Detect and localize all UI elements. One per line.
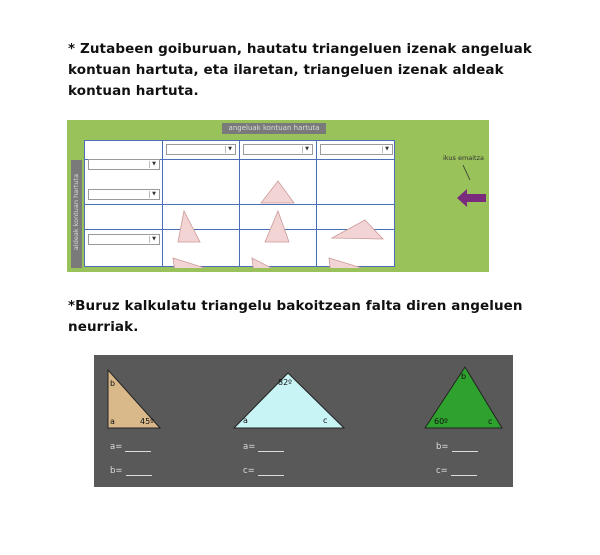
- column-header-label: angeluak kontuan hartuta: [222, 123, 326, 134]
- row-header-label: [71, 160, 82, 268]
- chevron-down-icon: ▼: [225, 146, 234, 153]
- answer-blank[interactable]: [451, 468, 477, 476]
- instruction-1: * Zutabeen goiburuan, hautatu triangeluen izenak angeluak kontuan hartuta, eta ilaretan, triangeluen izenak aldeak kontuan hartuta.: [68, 41, 532, 99]
- answer-blank[interactable]: [126, 468, 152, 476]
- chevron-down-icon: ▼: [382, 146, 391, 153]
- tri1-vertex-a: a: [110, 417, 115, 426]
- tri1-angle: 45º: [140, 417, 154, 426]
- chevron-down-icon: ▼: [149, 236, 158, 243]
- answer-row: [243, 466, 284, 476]
- tri2-angle: 82º: [278, 378, 292, 387]
- answer-blank[interactable]: [452, 444, 478, 452]
- answer-blank[interactable]: [258, 468, 284, 476]
- answer-label: b=: [436, 442, 449, 452]
- answer-label: a=: [243, 442, 256, 452]
- instruction-2: *Buruz kalkulatu triangelu bakoitzean falta diren angeluen neurriak.: [68, 298, 523, 335]
- answer-row: [110, 466, 152, 476]
- answer-label: a=: [110, 442, 123, 452]
- triangle-equilateral: [85, 141, 396, 268]
- answer-row: [110, 442, 151, 452]
- classification-grid: [84, 140, 395, 267]
- answer-blank[interactable]: [258, 444, 284, 452]
- answer-label: b=: [110, 466, 123, 476]
- answer-row: [243, 442, 284, 452]
- answer-blank[interactable]: [125, 444, 151, 452]
- triangle-classification-applet: [67, 120, 489, 272]
- show-result-hint: ikus emaitza: [443, 154, 485, 162]
- tri2-vertex-a: a: [243, 416, 248, 425]
- tri2-vertex-c: c: [323, 416, 328, 425]
- answer-row: [436, 466, 477, 476]
- answer-label: c=: [436, 466, 448, 476]
- row-header-text: aldeak kontuan hartuta: [72, 173, 80, 251]
- hint-pointer-icon: [462, 164, 482, 184]
- chevron-down-icon: ▼: [149, 191, 158, 198]
- tri1-vertex-b: b: [110, 379, 116, 388]
- tri3-angle: 60º: [434, 417, 448, 426]
- angle-exercise-panel: [94, 355, 513, 487]
- chevron-down-icon: ▼: [302, 146, 311, 153]
- answer-row: [436, 442, 478, 452]
- tri3-vertex-b: b: [461, 372, 467, 381]
- answer-label: c=: [243, 466, 255, 476]
- chevron-down-icon: ▼: [149, 161, 158, 168]
- show-result-arrow-button[interactable]: [457, 188, 487, 208]
- tri3-vertex-c: c: [488, 417, 493, 426]
